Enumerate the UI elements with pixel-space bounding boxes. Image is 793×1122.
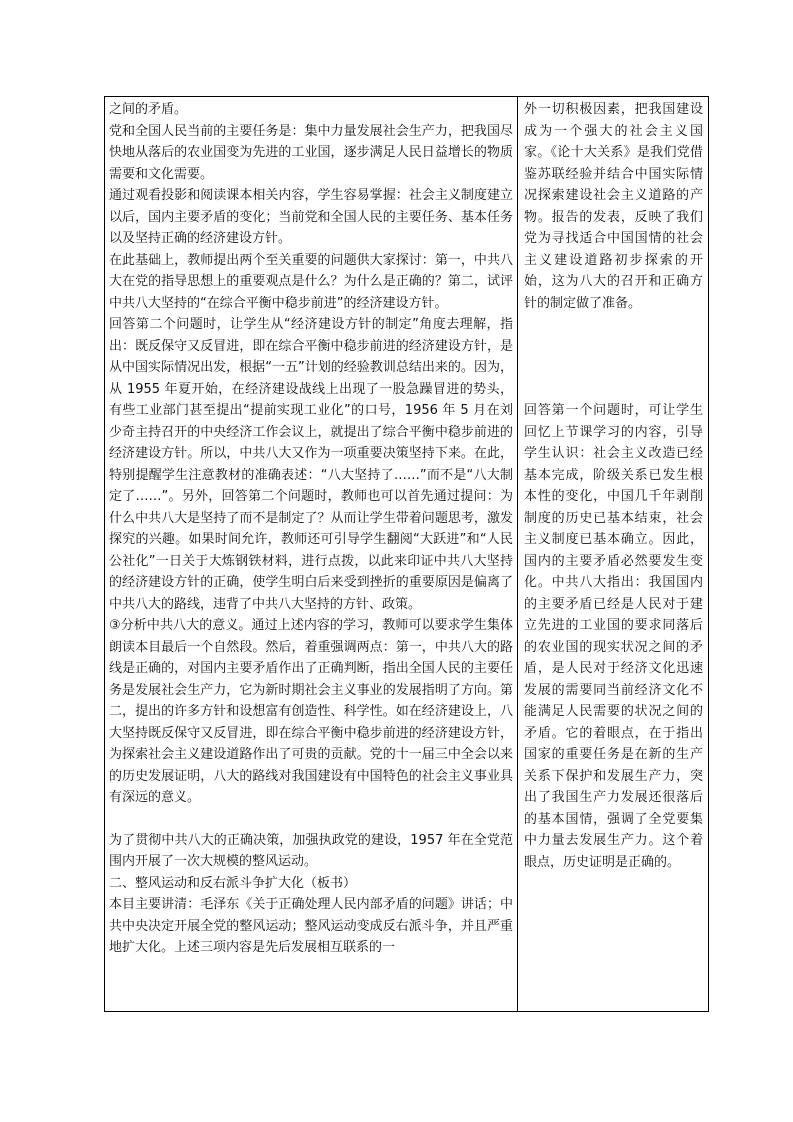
paragraph: 回答第二个问题时，让学生从“经济建设方针的制定”角度去理解，指出：既反保守又反冒进，即在综合平衡中稳步前进的经济建设方针，是从中国实际情况出发，根据“一五”计划的经验教训总结出来的。因为，从 1955 年夏开始，在经济建设战线上出现了一股急躁冒进的势头，有些工业部门甚至提出“提前实现工业化”的口号，1956 年 5 月在刘少奇主持召开的中央经济工作会议上，就提出了综合平衡中稳步前进的经济建设方针。所以，中共八大又作为一项重要决策坚持下来。在此，特别提醒学生注意教材的准确表述：“八大坚持了……”而不是“八大制定了……”。另外，回答第二个问题时，教师也可以首先通过提问：为什么中共八大是坚持了而不是制定了？从而让学生带着问题思考，激发探究的兴趣。如果时间允许，教师还可引导学生翻阅“大跃进”和“人民公社化”一日关于大炼钢铁材料，进行点拨，以此来印证中共八大坚持的经济建设方针的正确，使学生明白后来受到挫折的重要原因是偏离了中共八大的路线，违背了中共八大坚持的方针、政策。 [109, 317, 513, 612]
paragraph: 党和全国人民当前的主要任务是：集中力量发展社会生产力，把我国尽快地从落后的农业国变为先进的工业国，逐步满足人民日益增长的物质需要和文化需要。 [109, 123, 513, 182]
spacer [524, 314, 703, 400]
content-table [104, 96, 709, 1012]
section-heading: 二、整风运动和反右派斗争扩大化（板书） [109, 875, 357, 891]
right-cell [518, 97, 709, 1011]
paragraph: 本目主要讲清：毛泽东《关于正确处理人民内部矛盾的问题》讲话；中共中央决定开展全党的整风运动；整风运动变成反右派斗争，并且严重地扩大化。上述三项内容是先后发展相互联系的一 [109, 897, 513, 955]
left-cell [105, 97, 517, 1011]
paragraph: 外一切积极因素，把我国建设成为一个强大的社会主义国家。《论十大关系》是我们党借鉴苏联经验并结合中国实际情况探索建设社会主义道路的产物。报告的发表，反映了我们党为寻找适合中国国情的社会主义建设道路初步探索的开始，这为八大的召开和正确方针的制定做了准备。 [524, 102, 703, 311]
paragraph: ③分析中共八大的意义。通过上述内容的学习，教师可以要求学生集体朗读本目最后一个自然段。然后，着重强调两点：第一，中共八大的路线是正确的，对国内主要矛盾作出了正确判断，指出全国人民的主要任务是发展社会生产力，它为新时期社会主义事业的发展指明了方向。第二，提出的许多方针和设想富有创造性、科学性。如在经济建设上，八大坚持既反保守又反冒进，即在综合平衡中稳步前进的经济建设方针，为探索社会主义建设道路作出了可贵的贡献。党的十一届三中全会以来的历史发展证明，八大的路线对我国建设有中国特色的社会主义事业具有深远的意义。 [109, 618, 513, 805]
paragraph: 通过观看投影和阅读课本相关内容，学生容易掌握：社会主义制度建立以后，国内主要矛盾的变化；当前党和全国人民的主要任务、基本任务以及坚持正确的经济建设方针。 [109, 188, 513, 246]
paragraph: 在此基础上，教师提出两个至关重要的问题供大家探讨：第一，中共八大在党的指导思想上的重要观点是什么？为什么是正确的？第二，试评中共八大坚持的“在综合平衡中稳步前进”的经济建设方针。 [109, 252, 513, 311]
paragraph: 回答第一个问题时，可让学生回忆上节课学习的内容，引导学生认识：社会主义改造已经基本完成，阶级关系已发生根本性的变化，中国几千年剥削制度的历史已基本结束，社会主义制度已基本确立。因此，国内的主要矛盾必然要发生变化。中共八大指出：我国国内的主要矛盾已经是人民对于建立先进的工业国的要求同落后的农业国的现实状况之间的矛盾，是人民对于经济文化迅速发展的需要同当前经济文化不能满足人民需要的状况之间的矛盾。它的着眼点，在于指出国家的重要任务是在新的生产关系下保护和发展生产力，突出了我国生产力发展还很落后的基本国情，强调了全党要集中力量去发展生产力。这个着眼点，历史证明是正确的。 [524, 403, 703, 870]
spacer [109, 809, 513, 830]
paragraph: 之间的矛盾。 [109, 102, 188, 117]
paragraph: 为了贯彻中共八大的正确决策，加强执政党的建设，1957 年在全党范围内开展了一次大规模的整风运动。 [109, 832, 513, 869]
